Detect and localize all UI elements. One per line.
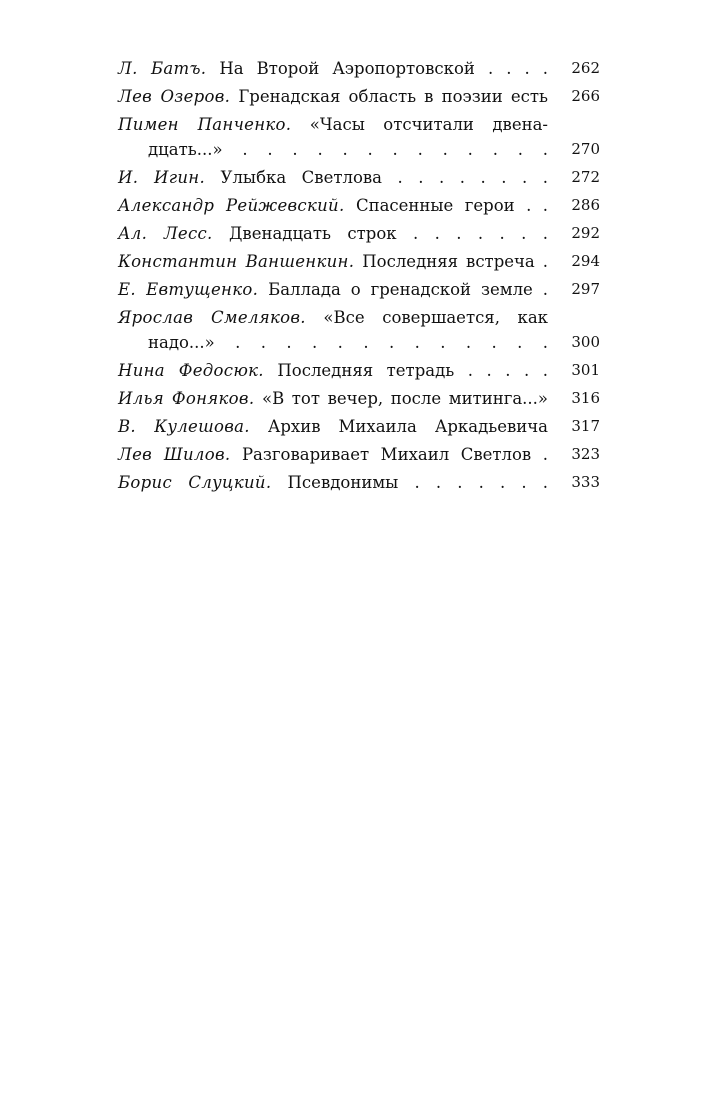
toc-author: И. Игин. <box>118 168 206 187</box>
toc-page-number: 301 <box>571 361 600 379</box>
toc-page-number: 294 <box>571 252 600 270</box>
toc-leader: . <box>542 280 548 299</box>
toc-title-continuation: дцать...» <box>148 140 223 159</box>
toc-page-number: 292 <box>571 224 600 242</box>
toc-entry-line <box>118 442 600 467</box>
toc-page-number: 297 <box>571 280 600 298</box>
toc-entry-line <box>118 249 600 274</box>
toc-author: Л. Батъ. <box>118 59 207 78</box>
toc-page-number: 316 <box>571 389 600 407</box>
toc-title: «В тот вечер, после митинга...» <box>261 389 549 408</box>
toc-author: Е. Евтущенко. <box>118 280 259 299</box>
table-of-contents <box>118 56 600 498</box>
toc-title-continuation: надо...» <box>148 333 215 352</box>
toc-title: Псевдонимы <box>287 473 399 492</box>
toc-entry-line <box>118 470 600 495</box>
toc-page-number: 270 <box>571 140 600 158</box>
toc-leader: . . . . . <box>467 361 549 380</box>
toc-entry-line <box>118 221 600 246</box>
toc-entry <box>118 112 600 162</box>
toc-leader: . . . . <box>487 59 549 78</box>
toc-entry-continuation <box>118 330 600 355</box>
toc-title: Двенадцать строк <box>228 224 397 243</box>
toc-author: Лев Озеров. <box>118 87 231 106</box>
toc-page-number: 266 <box>571 87 600 105</box>
toc-page-number: 317 <box>571 417 600 435</box>
toc-author: Илья Фоняков. <box>118 389 255 408</box>
toc-entry <box>118 386 600 411</box>
toc-title: Последняя встреча <box>362 252 535 271</box>
toc-leader: . . . . . . . <box>414 473 548 492</box>
toc-leader: . . . . . . . <box>412 224 548 243</box>
toc-author: Нина Федосюк. <box>118 361 264 380</box>
toc-title: «Все совершается, как <box>323 308 548 327</box>
toc-author: Ал. Лесс. <box>118 224 213 243</box>
toc-leader: . <box>542 252 548 271</box>
toc-leader: . . . . . . . . . . . . . <box>235 333 548 352</box>
toc-leader: . . . . . . . . <box>397 168 549 187</box>
toc-entry <box>118 165 600 190</box>
toc-entry <box>118 358 600 383</box>
toc-page-number: 300 <box>571 333 600 351</box>
toc-entry-line <box>118 193 600 218</box>
toc-title: Последняя тетрадь <box>277 361 455 380</box>
toc-entry-line <box>118 112 600 137</box>
toc-page-number: 272 <box>571 168 600 186</box>
toc-page-number: 333 <box>571 473 600 491</box>
toc-title: Улыбка Светлова <box>220 168 383 187</box>
toc-title: Спасенные герои <box>355 196 515 215</box>
toc-title: Гренадская область в поэзии есть <box>238 87 549 106</box>
toc-author: Ярослав Смеляков. <box>118 308 306 327</box>
toc-entry-line <box>118 305 600 330</box>
toc-page-number: 323 <box>571 445 600 463</box>
toc-author: Борис Слуцкий. <box>118 473 272 492</box>
toc-leader: . <box>542 445 549 464</box>
toc-entry <box>118 305 600 355</box>
toc-author: Пимен Панченко. <box>118 115 292 134</box>
toc-title: «Часы отсчитали двена- <box>309 115 548 134</box>
toc-author: В. Кулешова. <box>118 417 250 436</box>
toc-entry-line <box>118 414 600 439</box>
toc-entry <box>118 470 600 495</box>
toc-entry <box>118 193 600 218</box>
toc-author: Константин Ваншенкин. <box>118 252 355 271</box>
toc-entry <box>118 56 600 81</box>
toc-entry-line <box>118 56 600 81</box>
toc-title: Архив Михаила Аркадьевича <box>267 417 549 436</box>
toc-leader: . . . . . . . . . . . . . <box>242 140 549 159</box>
toc-entry <box>118 277 600 302</box>
toc-entry-line <box>118 358 600 383</box>
toc-entry-line <box>118 165 600 190</box>
toc-entry <box>118 414 600 439</box>
toc-title: На Второй Аэропортовской <box>219 59 475 78</box>
toc-entry <box>118 221 600 246</box>
toc-entry-line <box>118 84 600 109</box>
toc-entry <box>118 249 600 274</box>
toc-page-number: 262 <box>571 59 600 77</box>
toc-author: Лев Шилов. <box>118 445 231 464</box>
toc-entry-line <box>118 277 600 302</box>
toc-leader: . . <box>526 196 549 215</box>
toc-page-number: 286 <box>571 196 600 214</box>
toc-entry <box>118 84 600 109</box>
toc-entry-line <box>118 386 600 411</box>
toc-title: Баллада о гренадской земле <box>268 280 533 299</box>
toc-title: Разговаривает Михаил Светлов <box>241 445 532 464</box>
toc-author: Александр Рейжевский. <box>118 196 345 215</box>
toc-entry-continuation <box>118 137 600 162</box>
toc-entry <box>118 442 600 467</box>
